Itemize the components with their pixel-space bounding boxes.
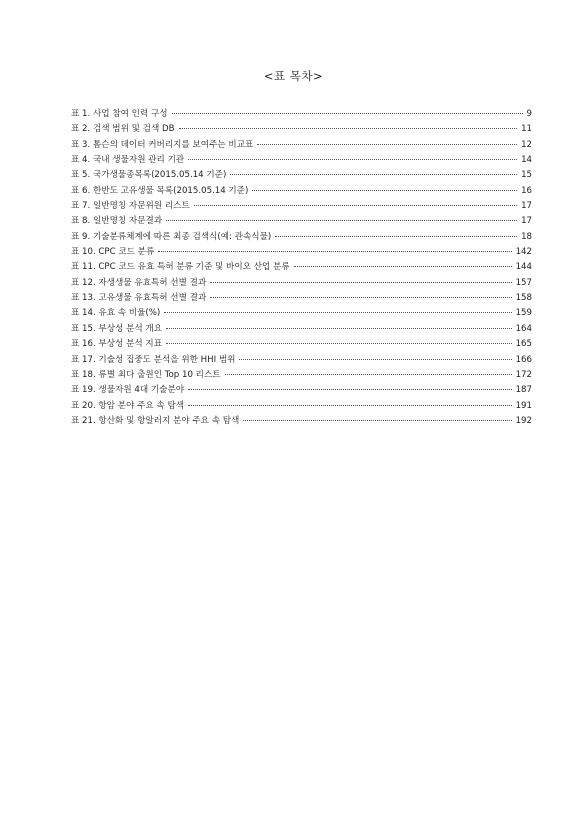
toc-entry-page: 144 [515,262,532,273]
toc-entry[interactable] [71,122,532,137]
toc-leader-dots [188,158,517,160]
toc-entry[interactable] [71,414,532,429]
toc-leader-dots [239,358,511,360]
toc-leader-dots [210,281,511,283]
toc-entry-page: 142 [515,247,532,258]
toc-entry-label: 표 10. CPC 코드 분류 [71,247,155,258]
toc-leader-dots [164,311,511,313]
toc-entry-label: 표 9. 기술분류체계에 따른 최종 검색식(예: 관속식물) [71,231,272,242]
toc-entry-label: 표 12. 자생생물 유효특허 선별 결과 [71,277,207,288]
toc-leader-dots [294,265,512,267]
toc-entry[interactable] [71,322,532,337]
toc-entry-page: 14 [521,155,532,166]
toc-leader-dots [243,419,511,421]
toc-entry[interactable] [71,260,532,275]
toc-entry-page: 17 [521,216,532,227]
toc-leader-dots [230,173,517,175]
toc-entry-label: 표 19. 생물자원 4대 기술분야 [71,385,185,396]
toc-entry-page: 165 [515,339,532,350]
toc-leader-dots [172,112,523,114]
toc-entry[interactable] [71,306,532,321]
toc-leader-dots [194,204,517,206]
toc-entry-page: 172 [515,369,532,380]
toc-leader-dots [257,143,517,145]
toc-entry[interactable] [71,399,532,414]
toc-entry[interactable] [71,138,532,153]
toc-entry-label: 표 1. 사업 참여 인력 구성 [71,109,168,119]
toc-entry-label: 표 13. 고유생물 유효특허 선별 결과 [71,293,207,304]
toc-leader-dots [225,373,512,375]
toc-title: <표 목차> [263,69,324,83]
toc-leader-dots [188,404,512,406]
toc-entry-label: 표 14. 유효 속 비율(%) [71,308,161,319]
toc-leader-dots [275,235,517,237]
toc-entry[interactable] [71,276,532,291]
toc-entry-page: 9 [526,109,532,119]
toc-entry-page: 18 [521,231,532,242]
toc-leader-dots [166,342,512,344]
toc-entry[interactable] [71,153,532,168]
toc-entry-page: 17 [521,201,532,212]
toc-leader-dots [210,296,511,298]
toc-entry-label: 표 11. CPC 코드 유효 특허 분류 기준 및 바이오 산업 분류 [71,262,290,273]
toc-leader-dots [252,189,517,191]
toc-entry-label: 표 3. 톰슨의 데이터 커버리지를 보여주는 비교표 [71,139,254,150]
toc-entry-page: 159 [515,308,532,319]
toc-entry-page: 192 [515,415,532,426]
toc-entry[interactable] [71,168,532,183]
toc-list [71,107,532,429]
toc-entry[interactable] [71,291,532,306]
toc-entry-label: 표 18. 류별 최다 출원인 Top 10 리스트 [71,369,221,380]
toc-entry-label: 표 21. 항산화 및 항알러지 분야 주요 속 탐색 [71,415,240,426]
toc-entry-label: 표 7. 일반명칭 자문위원 리스트 [71,201,190,212]
toc-entry-page: 16 [521,185,532,196]
toc-entry[interactable] [71,337,532,352]
toc-entry-label: 표 5. 국가생물종목록(2015.05.14 기준) [71,170,227,181]
toc-entry-page: 164 [515,323,532,334]
toc-entry-label: 표 2. 검색 범위 및 검색 DB [71,124,175,135]
toc-entry[interactable] [71,368,532,383]
toc-entry-label: 표 8. 일반명칭 자문결과 [71,216,163,227]
toc-leader-dots [179,127,518,129]
toc-entry-label: 표 4. 국내 생물자원 관리 기관 [71,155,185,166]
toc-entry-page: 191 [515,400,532,411]
toc-entry[interactable] [71,184,532,199]
toc-entry-page: 11 [521,124,532,135]
toc-entry-page: 12 [521,139,532,150]
toc-leader-dots [166,327,512,329]
toc-entry-page: 15 [521,170,532,181]
toc-entry-page: 187 [515,385,532,396]
toc-leader-dots [158,250,511,252]
toc-entry-label: 표 17. 기술성 집중도 분석을 위한 HHI 범위 [71,354,236,365]
toc-entry[interactable] [71,230,532,245]
toc-entry[interactable] [71,199,532,214]
toc-leader-dots [166,219,517,221]
toc-entry-page: 166 [515,354,532,365]
toc-entry-page: 157 [515,277,532,288]
toc-entry[interactable] [71,214,532,229]
toc-entry-page: 158 [515,293,532,304]
toc-entry[interactable] [71,107,532,122]
toc-entry-label: 표 16. 부상성 분석 지표 [71,339,163,350]
toc-leader-dots [188,388,512,390]
toc-entry-label: 표 6. 한반도 고유생물 목록(2015.05.14 기준) [71,185,249,196]
toc-entry-label: 표 15. 부상성 분석 개요 [71,323,163,334]
toc-entry-label: 표 20. 항암 분야 주요 속 탐색 [71,400,185,411]
toc-entry[interactable] [71,245,532,260]
toc-entry[interactable] [71,353,532,368]
toc-entry[interactable] [71,383,532,398]
